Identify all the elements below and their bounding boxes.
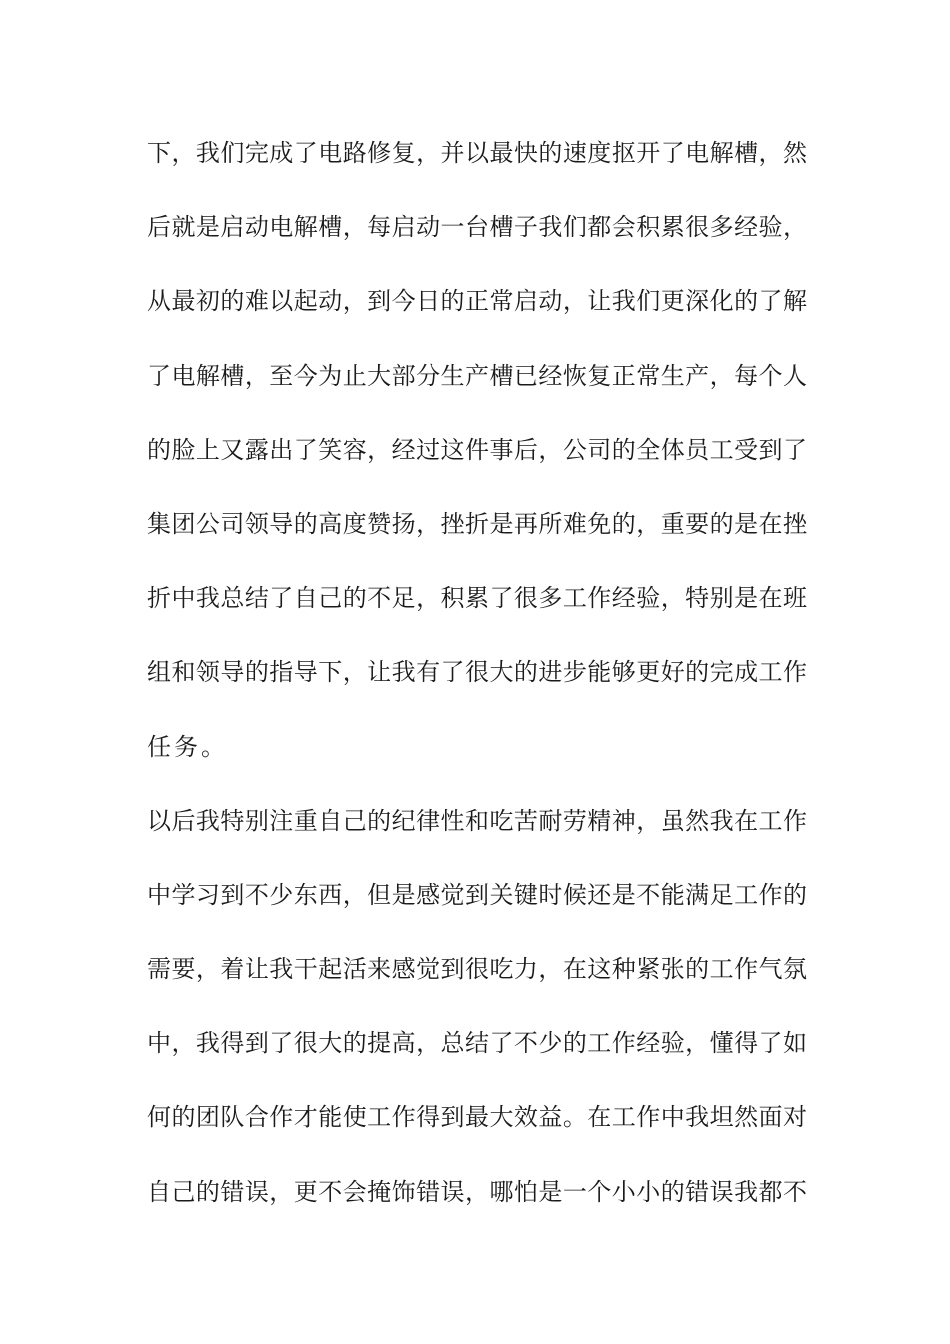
text-line-3: 从最初的难以起动，到今日的正常启动，让我们更深化的了解 [147,287,807,316]
text-line-14: 何的团队合作才能使工作得到最大效益。在工作中我坦然面对 [147,1103,807,1132]
text-line-1: 下，我们完成了电路修复，并以最快的速度抠开了电解槽，然 [147,139,807,167]
text-line-2: 后就是启动电解槽，每启动一台槽子我们都会积累很多经验， [147,213,807,242]
text-line-9: 任务。 [147,732,228,761]
text-line-6: 集团公司领导的高度赞扬，挫折是再所难免的，重要的是在挫 [147,509,807,538]
text-line-7: 折中我总结了自己的不足，积累了很多工作经验，特别是在班 [147,584,807,613]
body-text [147,130,807,1243]
text-line-11: 中学习到不少东西，但是感觉到关键时候还是不能满足工作的 [147,880,807,909]
text-line-12: 需要，着让我干起活来感觉到很吃力，在这种紧张的工作气氛 [147,955,807,984]
text-line-15: 自己的错误，更不会掩饰错误，哪怕是一个小小的错误我都不 [147,1177,807,1206]
text-line-10: 以后我特别注重自己的纪律性和吃苦耐劳精神，虽然我在工作 [147,806,807,835]
text-line-13: 中，我得到了很大的提高，总结了不少的工作经验，懂得了如 [147,1029,807,1058]
text-line-4: 了电解槽，至今为止大部分生产槽已经恢复正常生产，每个人 [147,361,807,390]
text-line-5: 的脸上又露出了笑容，经过这件事后，公司的全体员工受到了 [147,435,807,464]
text-line-8: 组和领导的指导下，让我有了很大的进步能够更好的完成工作 [147,658,807,687]
